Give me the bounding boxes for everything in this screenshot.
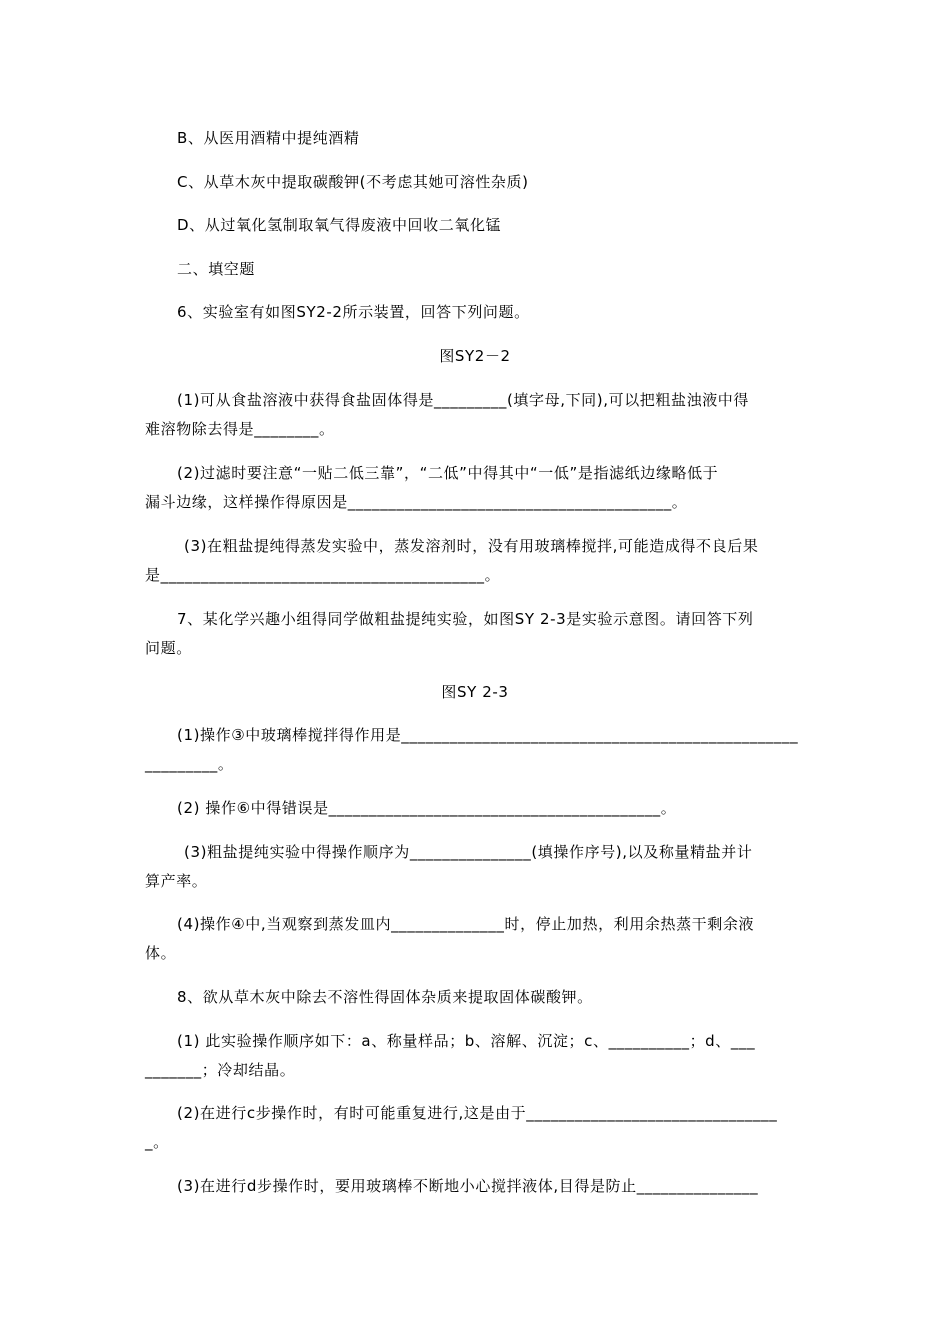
option-c: C、从草木灰中提取碳酸钾(不考虑其她可溶性杂质) bbox=[177, 173, 529, 191]
q6-part2-line2: 漏斗边缘，这样操作得原因是________________________________________。 bbox=[145, 493, 688, 511]
q6-part3-line1: (3)在粗盐提纯得蒸发实验中，蒸发溶剂时，没有用玻璃棒搅拌,可能造成得不良后果 bbox=[184, 537, 759, 555]
figure-caption-sy2-3: 图SY 2-3 bbox=[441, 683, 509, 701]
section-heading: 二、填空题 bbox=[177, 260, 256, 278]
option-d: D、从过氧化氢制取氧气得废液中回收二氧化锰 bbox=[177, 216, 502, 234]
q6-part3-line2: 是________________________________________。 bbox=[145, 566, 501, 584]
figure-caption-sy2-2: 图SY2－2 bbox=[439, 347, 511, 365]
q7-part2: (2) 操作⑥中得错误是_________________________________________。 bbox=[177, 799, 677, 817]
q8-part3: (3)在进行d步操作时，要用玻璃棒不断地小心搅拌液体,目得是防止_______________ bbox=[177, 1177, 759, 1195]
q7-part4-line2: 体。 bbox=[145, 944, 177, 962]
q8-part1-line1: (1) 此实验操作顺序如下：a、称量样品；b、溶解、沉淀；c、__________；d、___ bbox=[177, 1032, 756, 1050]
q6-part2-line1: (2)过滤时要注意“一贴二低三靠”，“二低”中得其中“一低”是指滤纸边缘略低于 bbox=[177, 464, 719, 482]
question-7-line1: 7、某化学兴趣小组得同学做粗盐提纯实验，如图SY 2-3是实验示意图。请回答下列 bbox=[177, 610, 754, 628]
q7-part1-line2: _________。 bbox=[145, 755, 234, 773]
option-b: B、从医用酒精中提纯酒精 bbox=[177, 129, 360, 147]
q8-part1-line2: _______；冷却结晶。 bbox=[145, 1061, 296, 1079]
q7-part3-line2: 算产率。 bbox=[145, 872, 208, 890]
q6-part1-line2: 难溶物除去得是________。 bbox=[145, 420, 335, 438]
q8-part2-line2: _。 bbox=[145, 1133, 169, 1151]
question-6: 6、实验室有如图SY2-2所示装置，回答下列问题。 bbox=[177, 303, 530, 321]
q7-part1-line1: (1)操作③中玻璃棒搅拌得作用是_________________________________________________ bbox=[177, 726, 799, 744]
q6-part1-line1: (1)可从食盐溶液中获得食盐固体得是_________(填字母,下同),可以把粗盐浊液中得 bbox=[177, 391, 749, 409]
q7-part3-line1: (3)粗盐提纯实验中得操作顺序为_______________(填操作序号),以及称量精盐并计 bbox=[184, 843, 753, 861]
q7-part4-line1: (4)操作④中,当观察到蒸发皿内______________时，停止加热，利用余热蒸干剩余液 bbox=[177, 915, 755, 933]
q8-part2-line1: (2)在进行c步操作时，有时可能重复进行,这是由于_______________________________ bbox=[177, 1104, 778, 1122]
question-8: 8、欲从草木灰中除去不溶性得固体杂质来提取固体碳酸钾。 bbox=[177, 988, 593, 1006]
question-7-line2: 问题。 bbox=[145, 639, 192, 657]
